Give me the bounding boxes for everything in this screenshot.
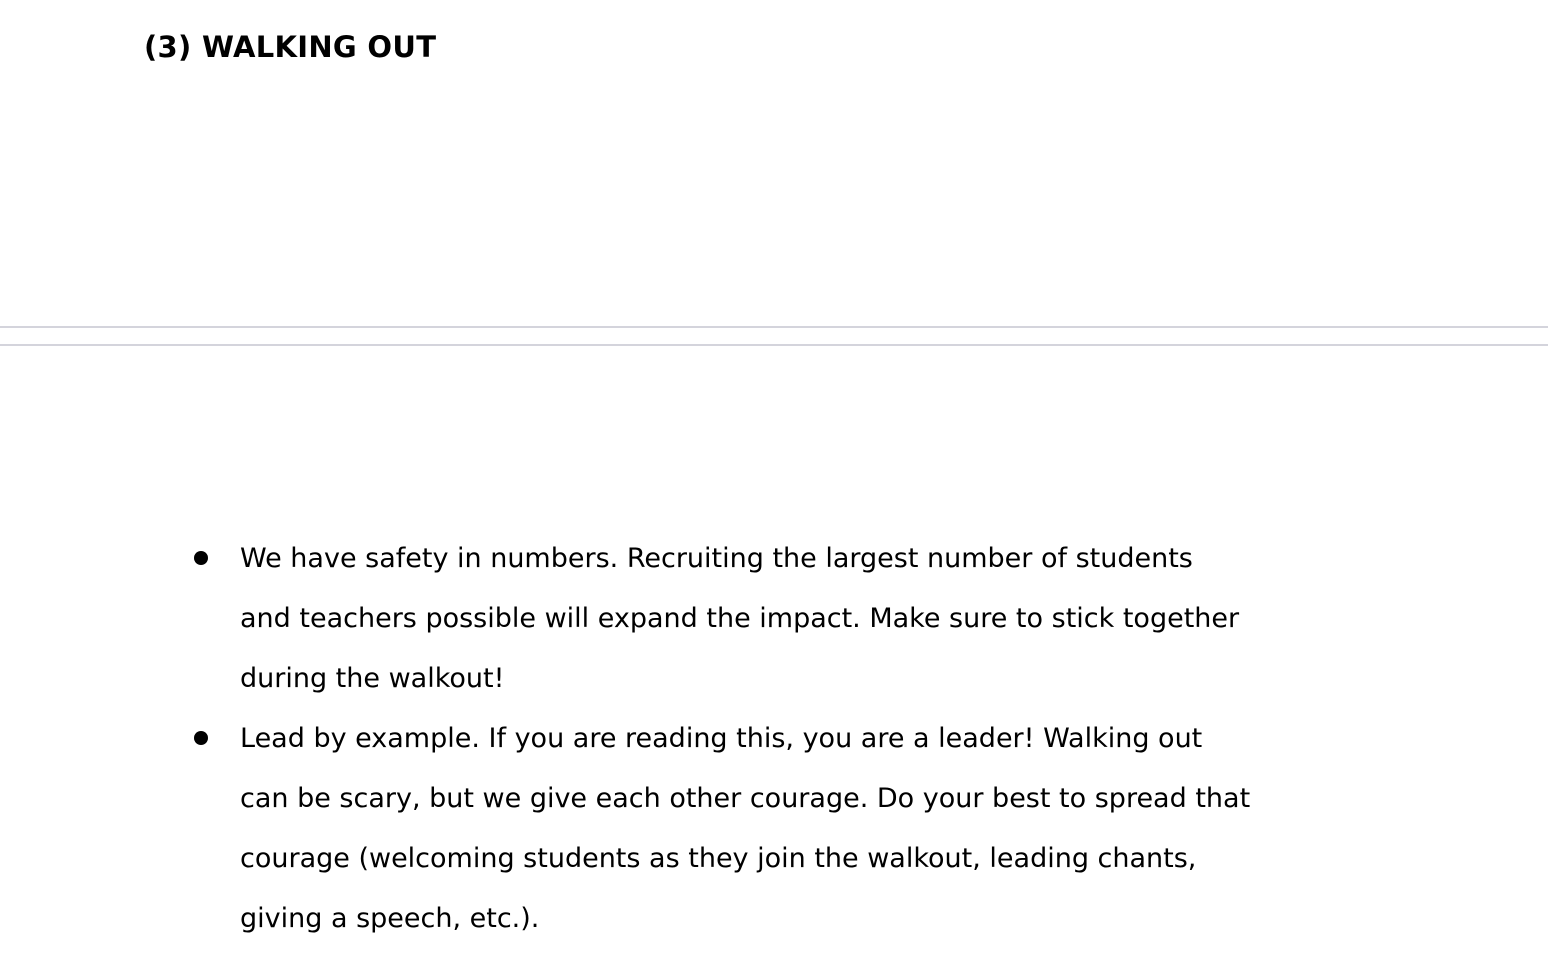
list-item-text-line: courage (welcoming students as they join the walkout, leading chants,: [240, 843, 1197, 874]
bullet-dot-icon: [194, 731, 208, 745]
list-item-text-line: We have safety in numbers. Recruiting the largest number of students: [240, 543, 1193, 574]
bullet-dot-icon: [194, 551, 208, 565]
list-item-text-line: Lead by example. If you are reading this, you are a leader! Walking out: [240, 723, 1203, 754]
document-page-bottom: [0, 346, 1548, 972]
page-break-divider: [0, 326, 1548, 346]
list-item: [0, 529, 1548, 709]
list-item-text-line: during the walkout!: [240, 663, 505, 694]
list-item-text-line: and teachers possible will expand the impact. Make sure to stick together: [240, 603, 1240, 634]
list-item-text-line: can be scary, but we give each other courage. Do your best to spread that: [240, 783, 1251, 814]
list-item-text-line: giving a speech, etc.).: [240, 903, 540, 934]
document-page-top: [0, 0, 1548, 327]
bullet-list: [0, 529, 1548, 949]
section-heading: (3) WALKING OUT: [144, 30, 437, 64]
list-item: [0, 709, 1548, 949]
